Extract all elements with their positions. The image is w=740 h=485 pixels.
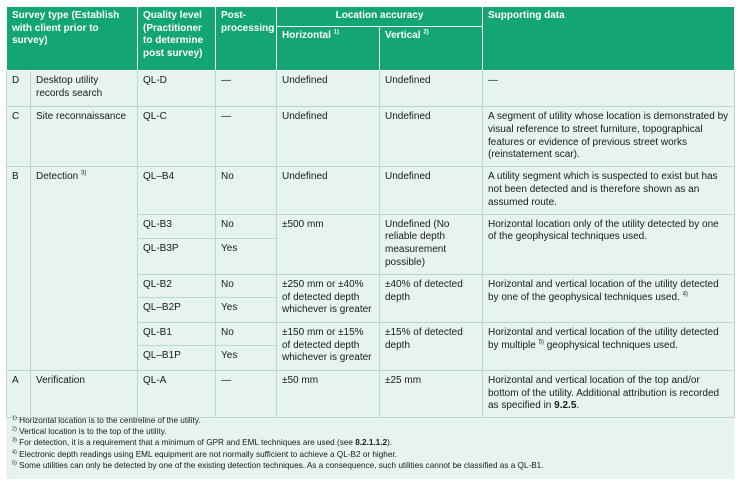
footnote-text: Electronic depth readings using EML equipment are not normally sufficient to achieve a QL-B2 or higher.: [19, 449, 397, 459]
header-location-accuracy-text: Location accuracy: [335, 10, 424, 21]
cell-horizontal: ±50 mm: [277, 370, 380, 417]
quality-level-table: [6, 6, 735, 418]
footnote-mark: 2): [12, 426, 17, 433]
cell-post-processing: Yes: [216, 345, 277, 370]
cell-quality-level: QL–B1P: [138, 345, 216, 370]
header-vertical-text: Vertical: [385, 30, 421, 41]
support-text: Additional attribution is recorded as specified in: [488, 387, 720, 412]
cell-survey-type: Verification: [31, 370, 138, 417]
support-text: Horizontal and vertical location of the utility detected by one of the geophysical techniques used.: [488, 278, 719, 303]
cell-vertical: ±15% of detected depth: [380, 322, 483, 370]
clause-reference: 9.2.5: [554, 400, 577, 412]
footnote-3: [12, 437, 544, 448]
footnote-text: ).: [387, 438, 393, 448]
footnote-text: For detection, it is a requirement that a minimum of GPR and EML techniques are used (see: [19, 438, 353, 448]
cell-quality-level: QL-B1: [138, 322, 216, 345]
cell-horizontal: Undefined: [277, 107, 380, 167]
cell-vertical: ±40% of detected depth: [380, 274, 483, 322]
cell-horizontal: Undefined: [277, 167, 380, 214]
cell-vertical: Undefined: [380, 71, 483, 107]
cell-post-processing: No: [216, 167, 277, 214]
footnote-4: [12, 449, 544, 460]
cell-post-processing: No: [216, 322, 277, 345]
cell-quality-level: QL-D: [138, 71, 216, 107]
header-survey-type: [7, 7, 138, 71]
cell-post-processing: No: [216, 214, 277, 239]
footnote-mark: 1): [12, 415, 17, 422]
cell-quality-level: QL-B2: [138, 274, 216, 297]
footnote-2: [12, 426, 544, 437]
cell-quality-level: QL–B2P: [138, 297, 216, 322]
cell-horizontal: Undefined: [277, 71, 380, 107]
cell-code: D: [7, 71, 31, 107]
cell-post-processing: —: [216, 370, 277, 417]
support-text: .: [576, 400, 580, 412]
footnote-text: Some utilities can only be detected by one of the existing detection techniques. As a consequence, such utilities cannot be classified as a QL-B1.: [19, 460, 544, 470]
footnotes: [12, 415, 544, 471]
table-row-d: [7, 71, 735, 107]
support-text: Horizontal and vertical location of the utility detected by multiple: [488, 326, 719, 351]
header-post-processing-text: Post-processing: [221, 10, 275, 34]
footnote-mark: 4): [12, 448, 17, 455]
table-frame: [6, 6, 734, 479]
cell-supporting-data: [483, 274, 735, 322]
footnote-5: [12, 460, 544, 471]
cell-code: C: [7, 107, 31, 167]
cell-supporting-data: A segment of utility whose location is demonstrated by visual reference to street furniture, topographical features or evidence of previous street works (reinstatement scar).: [483, 107, 735, 167]
table-row-c: [7, 107, 735, 167]
cell-quality-level: QL-B3P: [138, 239, 216, 274]
header-supporting-data-text: Supporting data: [488, 10, 565, 21]
header-horizontal: [277, 27, 380, 71]
cell-code: A: [7, 370, 31, 417]
cell-horizontal: ±500 mm: [277, 214, 380, 274]
header-horizontal-text: Horizontal: [282, 30, 331, 41]
cell-quality-level: QL-C: [138, 107, 216, 167]
footnote-text: Horizontal location is to the centreline of the utility.: [19, 416, 201, 425]
cell-code: B: [7, 167, 31, 371]
header-post-processing: [216, 7, 277, 71]
support-text: Horizontal and vertical location of the top and/or bottom of the utility.: [488, 374, 700, 399]
cell-vertical: ±25 mm: [380, 370, 483, 417]
footnote-1: [12, 415, 544, 426]
detection-label: Detection: [36, 171, 79, 183]
cell-supporting-data: —: [483, 71, 735, 107]
header-row-1: [7, 7, 735, 27]
footnote-ref: 5): [538, 339, 544, 346]
cell-post-processing: Yes: [216, 239, 277, 274]
cell-horizontal: ±250 mm or ±40% of detected depth whichever is greater: [277, 274, 380, 322]
cell-horizontal: ±150 mm or ±15% of detected depth whichever is greater: [277, 322, 380, 370]
header-location-accuracy: [277, 7, 483, 27]
cell-vertical: Undefined: [380, 107, 483, 167]
cell-supporting-data: Horizontal location only of the utility detected by one of the geophysical techniques used.: [483, 214, 735, 274]
cell-post-processing: —: [216, 107, 277, 167]
header-supporting-data: [483, 7, 735, 71]
footnote-ref: 4): [682, 291, 688, 298]
header-vertical: [380, 27, 483, 71]
table-row-a: [7, 370, 735, 417]
cell-post-processing: —: [216, 71, 277, 107]
cell-vertical: Undefined (No reliable depth measurement possible): [380, 214, 483, 274]
cell-survey-type: [31, 167, 138, 371]
cell-quality-level: QL–B4: [138, 167, 216, 214]
footnote-ref: 1): [333, 29, 340, 36]
cell-survey-type: Site reconnaissance: [31, 107, 138, 167]
footnote-ref: 2): [423, 29, 429, 36]
cell-post-processing: Yes: [216, 297, 277, 322]
support-text: geophysical techniques used.: [546, 339, 678, 351]
cell-supporting-data: [483, 370, 735, 417]
cell-survey-type: Desktop utility records search: [31, 71, 138, 107]
cell-vertical: Undefined: [380, 167, 483, 214]
clause-reference: 8.2.1.1.2: [355, 438, 388, 448]
cell-quality-level: QL-A: [138, 370, 216, 417]
cell-post-processing: No: [216, 274, 277, 297]
header-quality-level: [138, 7, 216, 71]
cell-quality-level: QL-B3: [138, 214, 216, 239]
footnote-text: Vertical location is to the top of the utility.: [19, 427, 167, 437]
header-survey-type-text: Survey type (Establish with client prior to survey): [12, 10, 120, 46]
footnote-ref: 3): [81, 170, 87, 177]
cell-supporting-data: [483, 322, 735, 370]
footnote-mark: 5): [12, 460, 17, 467]
footnote-mark: 3): [12, 437, 17, 444]
header-quality-level-text: Quality level (Practitioner to determine post survey): [143, 10, 204, 59]
cell-supporting-data: A utility segment which is suspected to exist but has not been detected and is therefore shown as an assumed route.: [483, 167, 735, 214]
table-row-b4: [7, 167, 735, 214]
